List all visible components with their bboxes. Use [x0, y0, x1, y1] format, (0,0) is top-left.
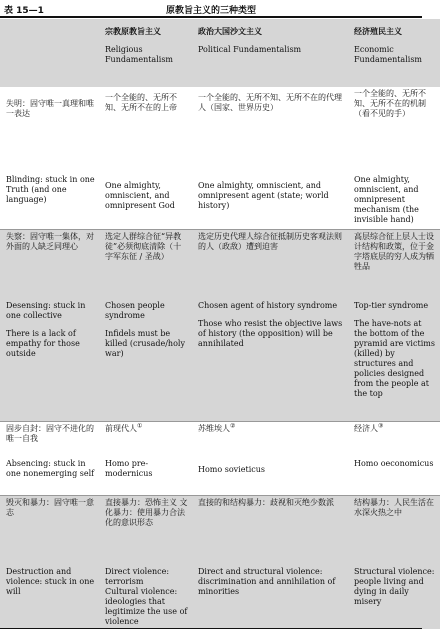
cell	[348, 457, 440, 495]
cell-text: 结构暴力：人民生活在水深火热之中	[354, 497, 434, 517]
header-religious-cn: 宗教原教旨主义	[105, 27, 161, 36]
spacer	[354, 311, 437, 319]
cell	[99, 173, 192, 229]
cell-text: Homo sovieticus	[198, 465, 265, 474]
cell-text: 一个全能的、无所不知、无所不在的上帝	[105, 93, 177, 112]
table-title: 原教旨主义的三种类型	[165, 6, 256, 16]
header-political	[192, 19, 348, 87]
cell-text: 选定历史代理人综合征抵制历史客观法则的人（政敌）遭到迫害	[198, 231, 342, 251]
row-absencing-cn	[0, 421, 440, 457]
cell	[348, 495, 440, 565]
cell	[192, 421, 348, 457]
footnote-mark: ①	[137, 421, 143, 429]
cell-text: Infidels must be killed (crusade/holy war)	[105, 329, 185, 358]
cell	[192, 299, 348, 421]
cell-text: There is a lack of empathy for those outside	[6, 329, 80, 358]
cell-text: 前现代人	[105, 423, 137, 433]
cell-text: One almighty, omniscient, and omnipresent agent (state; world history)	[198, 181, 329, 210]
cell	[99, 229, 192, 299]
fundamentalism-table	[0, 19, 440, 629]
cell-text: 直接的和结构暴力：歧视和灭绝少数派	[198, 497, 334, 507]
header-political-cn: 政治大国沙文主义	[198, 27, 262, 36]
cell	[99, 495, 192, 565]
row-destruction-en	[0, 565, 440, 629]
cell	[348, 229, 440, 299]
header-religious-en: Religious Fundamentalism	[105, 45, 174, 64]
footnote-mark: ②	[230, 421, 236, 429]
row-blinding-en	[0, 173, 440, 229]
cell	[348, 565, 440, 629]
cell-text: One almighty, omniscient, and omnipresent mechanism (the invisible hand)	[354, 175, 419, 224]
cell	[0, 299, 99, 421]
row-blinding-cn	[0, 87, 440, 173]
header-economic-en: Economic Fundamentalism	[354, 45, 423, 64]
cell	[192, 565, 348, 629]
cell-text: Destruction and violence: stuck in one will	[6, 567, 95, 596]
cell	[192, 457, 348, 495]
cell-text: 选定人群综合征“异教徒”必须彻底清除（十字军东征 / 圣战）	[105, 231, 182, 261]
cell	[348, 299, 440, 421]
cell	[0, 565, 99, 629]
cell-text: Top-tier syndrome	[354, 301, 429, 310]
cell	[99, 299, 192, 421]
cell-text: Those who resist the objective laws of history (the opposition) will be annihilated	[198, 319, 343, 348]
cell-text: Direct violence: terrorism	[105, 567, 170, 586]
cell-text: 经济人	[354, 423, 378, 433]
row-desensing-en	[0, 299, 440, 421]
footnote-mark: ③	[378, 421, 384, 429]
bottom-rule	[0, 628, 422, 629]
cell-text: Homo pre-modernicus	[105, 459, 153, 478]
cell	[0, 173, 99, 229]
cell	[348, 173, 440, 229]
header-religious	[99, 19, 192, 87]
header-economic-cn: 经济殖民主义	[354, 27, 402, 36]
cell-text: 失明：固守唯一真理和唯一表达	[6, 99, 94, 118]
cell-text: Structural violence: people living and dying in daily misery	[354, 567, 435, 606]
cell	[0, 495, 99, 565]
header-cell-empty	[0, 19, 99, 87]
cell-text: 直接暴力：恐怖主义 文化暴力：使用暴力合法化的意识形态	[105, 497, 188, 527]
top-rule	[0, 16, 422, 18]
header-economic	[348, 19, 440, 87]
cell	[99, 565, 192, 629]
row-desensing-cn	[0, 229, 440, 299]
cell	[192, 173, 348, 229]
cell-text: 高层综合征上层人士设计结构和政策，位于金字塔底层的穷人成为牺牲品	[354, 231, 434, 271]
cell	[99, 457, 192, 495]
cell-text: 苏维埃人	[198, 423, 230, 433]
cell-text: 一个全能的、无所不知、无所不在的代理人（国家、世界历史）	[198, 93, 342, 112]
header-row	[0, 19, 440, 87]
cell-text: Homo oeconomicus	[354, 459, 434, 468]
table-number: 表 15—1	[4, 6, 44, 16]
cell	[0, 87, 99, 173]
cell	[0, 229, 99, 299]
cell	[0, 457, 99, 495]
cell	[99, 421, 192, 457]
cell	[348, 87, 440, 173]
row-absencing-en	[0, 457, 440, 495]
header-political-en: Political Fundamentalism	[198, 45, 302, 54]
cell-text: One almighty, omniscient, and omnipresent God	[105, 181, 175, 210]
cell	[348, 421, 440, 457]
cell	[99, 87, 192, 173]
cell-text: Blinding: stuck in one Truth (and one language)	[6, 175, 95, 204]
cell-text: 失察：固守唯一集体，对外面的人缺乏同理心	[6, 231, 94, 251]
cell-text: Cultural violence: ideologies that legitimize the use of violence	[105, 587, 188, 626]
cell-text: Absencing: stuck in one nonemerging self	[6, 459, 95, 478]
cell-text: 固步自封：固守不进化的唯一自我	[6, 423, 94, 443]
cell-text: 毁灭和暴力：固守唯一意志	[6, 497, 94, 517]
row-destruction-cn	[0, 495, 440, 565]
table-caption	[4, 2, 418, 16]
cell	[0, 421, 99, 457]
cell-text: Chosen people syndrome	[105, 301, 165, 320]
cell	[192, 87, 348, 173]
cell-text: The have-nots at the bottom of the pyramid are victims (killed) by structures and policies designed from the people at the top	[354, 319, 435, 398]
spacer	[105, 321, 189, 329]
cell-text: Chosen agent of history syndrome	[198, 301, 338, 310]
cell	[192, 495, 348, 565]
cell-text: Desensing: stuck in one collective	[6, 301, 86, 320]
spacer	[198, 311, 345, 319]
cell-text: Direct and structural violence: discrimination and annihilation of minorities	[198, 567, 336, 596]
spacer	[6, 321, 96, 329]
cell-text: 一个全能的、无所不知、无所不在的机制（看不见的手）	[354, 89, 426, 118]
cell	[192, 229, 348, 299]
